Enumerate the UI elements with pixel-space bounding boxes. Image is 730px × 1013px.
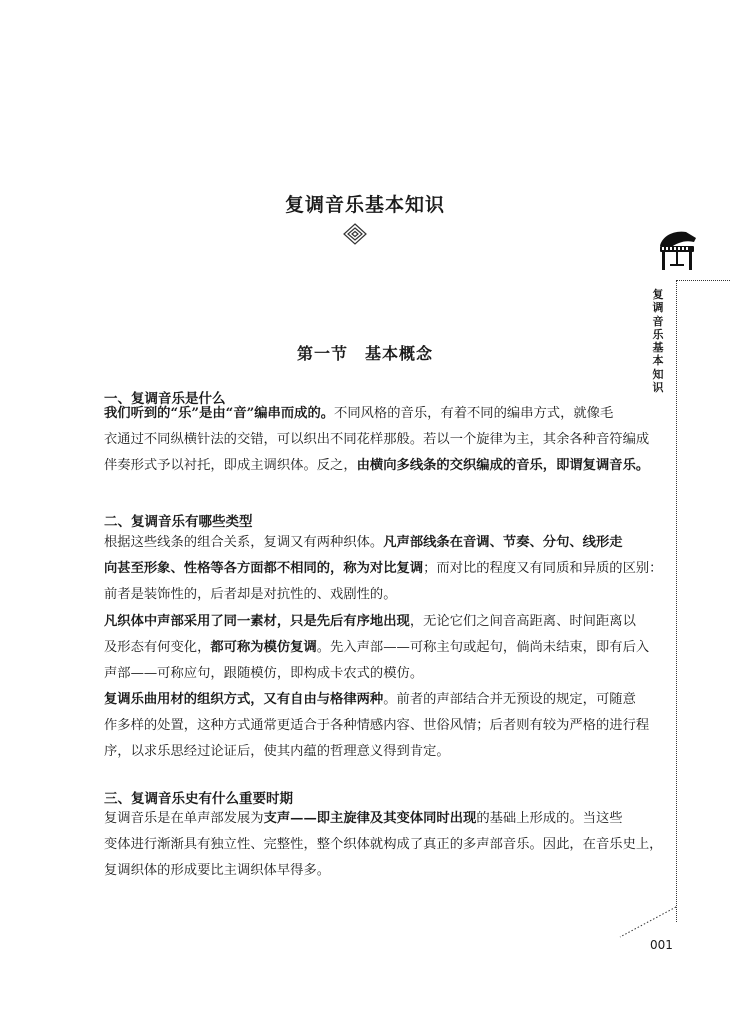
section-title: 第一节 基本概念 — [296, 344, 433, 363]
paragraph-free-strict: 复调乐曲用材的组织方式，又有自由与格律两种。前者的声部结合并无预设的规定，可随意 作多样的处置，这种方式通常更适合于各种情感内容、世俗风情；后者则有较为严格的进行程 序，以求乐思经过论证后，使其内蕴的哲理意义得到肯定。 — [104, 692, 650, 760]
chapter-title: 复调音乐基本知识 — [284, 194, 445, 216]
grand-piano-icon — [656, 226, 700, 274]
paragraph-contrast-polyphony: 根据这些线条的组合关系，复调又有两种织体。凡声部线条在音调、节奏、分句、线形走 向甚至形象、性格等各方面都不相同的，称为对比复调；而对比的程度又有同质和异质的区别： 前者是装饰性的，后者却是对抗性的、戏剧性的。 — [104, 535, 663, 603]
heading-polyphony-types: 二、复调音乐有哪些类型 — [104, 514, 253, 530]
sidebar-divider-vertical — [676, 280, 677, 922]
page-number: 001 — [650, 938, 673, 952]
ornament-icon — [342, 223, 368, 245]
sidebar-divider-top — [676, 280, 730, 281]
heading-what-is-polyphony: 一、复调音乐是什么 — [104, 391, 226, 407]
paragraph-polyphony-history: 复调音乐是在单声部发展为支声——即主旋律及其变体同时出现的基础上形成的。当这些 变体进行渐渐具有独立性、完整性，整个织体就构成了真正的多声部音乐。因此，在音乐史上， 复调织体的形成要比主调织体早得多。 — [104, 811, 663, 879]
sidebar-chapter-label: 复 调 音 乐 基 本 知 识 — [652, 288, 664, 395]
heading-polyphony-history: 三、复调音乐史有什么重要时期 — [104, 791, 293, 807]
paragraph-what-is-polyphony: 我们听到的“乐”是由“音”编串而成的。不同风格的音乐，有着不同的编串方式，就像毛 衣通过不同纵横针法的交错，可以织出不同花样那般。若以一个旋律为主，其余各种音符编成 伴奏形式予以衬托，即成主调织体。反之，由横向多线条的交织编成的音乐，即谓复调音乐。 — [104, 406, 650, 474]
paragraph-imitative-polyphony: 凡织体中声部采用了同一素材，只是先后有序地出现，无论它们之间音高距离、时间距离以 及形态有何变化，都可称为模仿复调。先入声部——可称主句或起句，倘尚未结束，即有后入 声部——可称应句，跟随模仿，即构成卡农式的模仿。 — [104, 614, 650, 682]
